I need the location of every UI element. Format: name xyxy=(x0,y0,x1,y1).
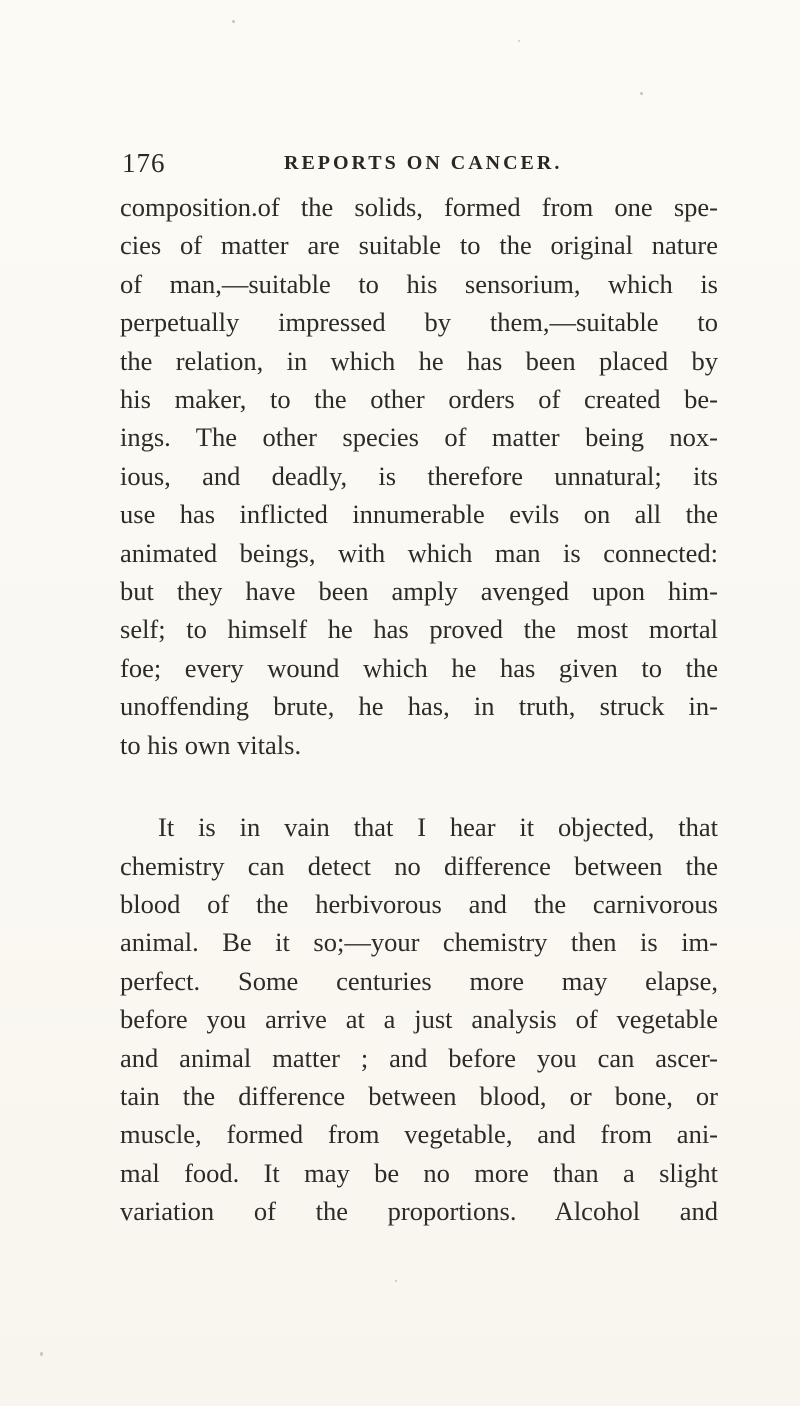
paragraph-gap xyxy=(120,764,718,808)
text-line: the relation, in which he has been placed by xyxy=(120,345,718,376)
text-line: of man,—suitable to his sensorium, which is xyxy=(120,268,718,299)
text-line: variation of the proportions. Alcohol and xyxy=(120,1196,718,1227)
running-head: REPORTS ON CANCER. xyxy=(284,152,563,174)
text-line: composition.of the solids, formed from one spe- xyxy=(120,192,718,222)
paper-speck xyxy=(640,92,643,95)
page-number: 176 xyxy=(122,148,166,178)
text-line: blood of the herbivorous and the carnivorous xyxy=(120,888,718,919)
text-line: and animal matter ; and before you can ascer- xyxy=(120,1042,718,1073)
text-line: foe; every wound which he has given to the xyxy=(120,652,718,683)
page-header xyxy=(122,148,682,188)
paper-speck xyxy=(518,40,520,42)
paragraph-2 xyxy=(120,808,718,1230)
paper-speck xyxy=(40,1352,43,1356)
text-line: to his own vitals. xyxy=(120,729,302,760)
paper-speck xyxy=(232,20,235,23)
text-line: It is in vain that I hear it objected, that xyxy=(158,812,718,843)
text-line: mal food. It may be no more than a slight xyxy=(120,1157,718,1188)
text-line: use has inflicted innumerable evils on all the xyxy=(120,499,718,530)
text-line: chemistry can detect no difference between the xyxy=(120,850,718,881)
text-line: self; to himself he has proved the most mortal xyxy=(120,614,718,645)
text-line: animal. Be it so;—your chemistry then is im- xyxy=(120,927,718,958)
text-line: unoffending brute, he has, in truth, struck in- xyxy=(120,691,718,722)
body-text xyxy=(120,188,718,1231)
text-line: ious, and deadly, is therefore unnatural; its xyxy=(120,460,718,491)
text-line: ings. The other species of matter being nox- xyxy=(120,422,718,453)
text-line: but they have been amply avenged upon him- xyxy=(120,576,718,607)
text-line: his maker, to the other orders of created be- xyxy=(120,384,718,415)
text-line: before you arrive at a just analysis of vegetable xyxy=(120,1004,718,1035)
text-line: tain the difference between blood, or bone, or xyxy=(120,1080,718,1111)
text-line: perfect. Some centuries more may elapse, xyxy=(120,965,718,996)
text-line: muscle, formed from vegetable, and from ani- xyxy=(120,1119,718,1150)
text-line: perpetually impressed by them,—suitable to xyxy=(120,307,718,338)
paper-speck xyxy=(395,1280,397,1282)
text-line: animated beings, with which man is connected: xyxy=(120,537,718,568)
text-line: cies of matter are suitable to the original nature xyxy=(120,230,718,261)
paragraph-1 xyxy=(120,188,718,764)
